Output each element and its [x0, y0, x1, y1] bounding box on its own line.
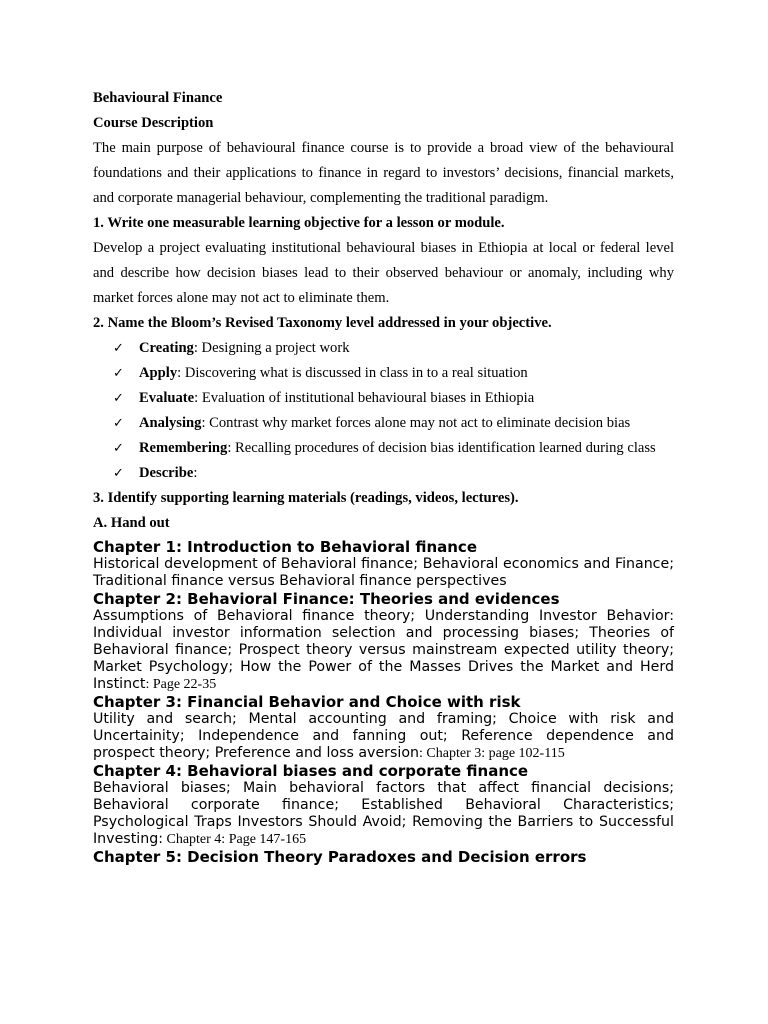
list-item: [93, 411, 674, 436]
bloom-term: Analysing: [139, 415, 202, 431]
handout-heading: A. Hand out: [93, 515, 170, 531]
list-item: [93, 386, 674, 411]
bloom-term: Remembering: [139, 440, 228, 456]
document-page: [93, 86, 674, 866]
bloom-list: [93, 336, 674, 486]
chapter-list: [93, 538, 674, 866]
checkmark-icon: ✓: [113, 416, 124, 431]
chapter-topics: Assumptions of Behavioral finance theory; Understanding Investor Behavior: Individual investor information selection and processing biases; Theories of Behavioral finance; Prospect theory versus mainstream expected utility theory; Market Psychology; How the Power of the Masses Drives the Market and Herd Instinct: [93, 608, 674, 692]
chapter-body: [93, 780, 674, 848]
question-2: 2. Name the Bloom’s Revised Taxonomy level addressed in your objective.: [93, 315, 552, 331]
chapter-1: [93, 538, 674, 590]
chapter-title: Chapter 2: Behavioral Finance: Theories and evidences: [93, 590, 560, 608]
bloom-term: Creating: [139, 340, 194, 356]
bloom-desc: : Contrast why market forces alone may not act to eliminate decision bias: [201, 415, 631, 431]
chapter-5: [93, 848, 674, 866]
checkmark-icon: ✓: [113, 466, 124, 481]
list-item: [93, 461, 674, 486]
bloom-desc: : Designing a project work: [193, 340, 350, 356]
bloom-desc: :: [193, 465, 198, 481]
chapter-topics: Utility and search; Mental accounting and framing; Choice with risk and Uncertainity; Independence and fanning out; Reference dependence and prospect theory; Preference and loss aversion: [93, 711, 674, 761]
chapter-reference: Chapter 4: Page 147-165: [162, 832, 307, 847]
checkmark-icon: ✓: [113, 341, 124, 356]
bloom-term: Apply: [139, 365, 178, 381]
chapter-title: Chapter 1: Introduction to Behavioral finance: [93, 538, 478, 556]
chapter-4: [93, 762, 674, 848]
chapter-3: [93, 693, 674, 762]
chapter-title: Chapter 4: Behavioral biases and corporate finance: [93, 762, 529, 780]
chapter-title: Chapter 3: Financial Behavior and Choice with risk: [93, 693, 521, 711]
doc-title: Behavioural Finance: [93, 90, 223, 106]
course-description: The main purpose of behavioural finance course is to provide a broad view of the behavioural foundations and their applications to finance in regard to investors’ decisions, financial markets, and corporate managerial behaviour, complementing the traditional paradigm.: [93, 140, 674, 206]
list-item: [93, 361, 674, 386]
checkmark-icon: ✓: [113, 366, 124, 381]
course-heading: Course Description: [93, 115, 214, 131]
list-item: [93, 436, 674, 461]
list-item: [93, 336, 674, 361]
chapter-topics: Historical development of Behavioral finance; Behavioral economics and Finance; Traditional finance versus Behavioral finance perspectives: [93, 556, 674, 589]
bloom-term: Evaluate: [139, 390, 195, 406]
bloom-desc: : Recalling procedures of decision bias identification learned during class: [227, 440, 656, 456]
chapter-reference: : Chapter 3: page 102-115: [419, 746, 565, 761]
chapter-body: [93, 711, 674, 762]
bloom-term: Describe: [139, 465, 194, 481]
chapter-body: [93, 608, 674, 693]
learning-objective: Develop a project evaluating institutional behavioural biases in Ethiopia at local or federal level and describe how decision biases lead to their observed behaviour or anomaly, including why market forces alone may not act to eliminate them.: [93, 240, 674, 306]
question-1: 1. Write one measurable learning objective for a lesson or module.: [93, 215, 505, 231]
chapter-reference: : Page 22-35: [145, 677, 217, 692]
question-3: 3. Identify supporting learning materials (readings, videos, lectures).: [93, 490, 519, 506]
chapter-2: [93, 590, 674, 693]
chapter-topics: Behavioral biases; Main behavioral factors that affect financial decisions; Behavioral corporate finance; Established Behavioral Characteristics; Psychological Traps Investors Should Avoid; Removing the Barriers to Successful Investing:: [93, 780, 674, 847]
chapter-title: Chapter 5: Decision Theory Paradoxes and Decision errors: [93, 848, 587, 866]
bloom-desc: : Discovering what is discussed in class in to a real situation: [177, 365, 528, 381]
checkmark-icon: ✓: [113, 441, 124, 456]
chapter-body: [93, 556, 674, 590]
bloom-desc: : Evaluation of institutional behavioural biases in Ethiopia: [194, 390, 535, 406]
checkmark-icon: ✓: [113, 391, 124, 406]
